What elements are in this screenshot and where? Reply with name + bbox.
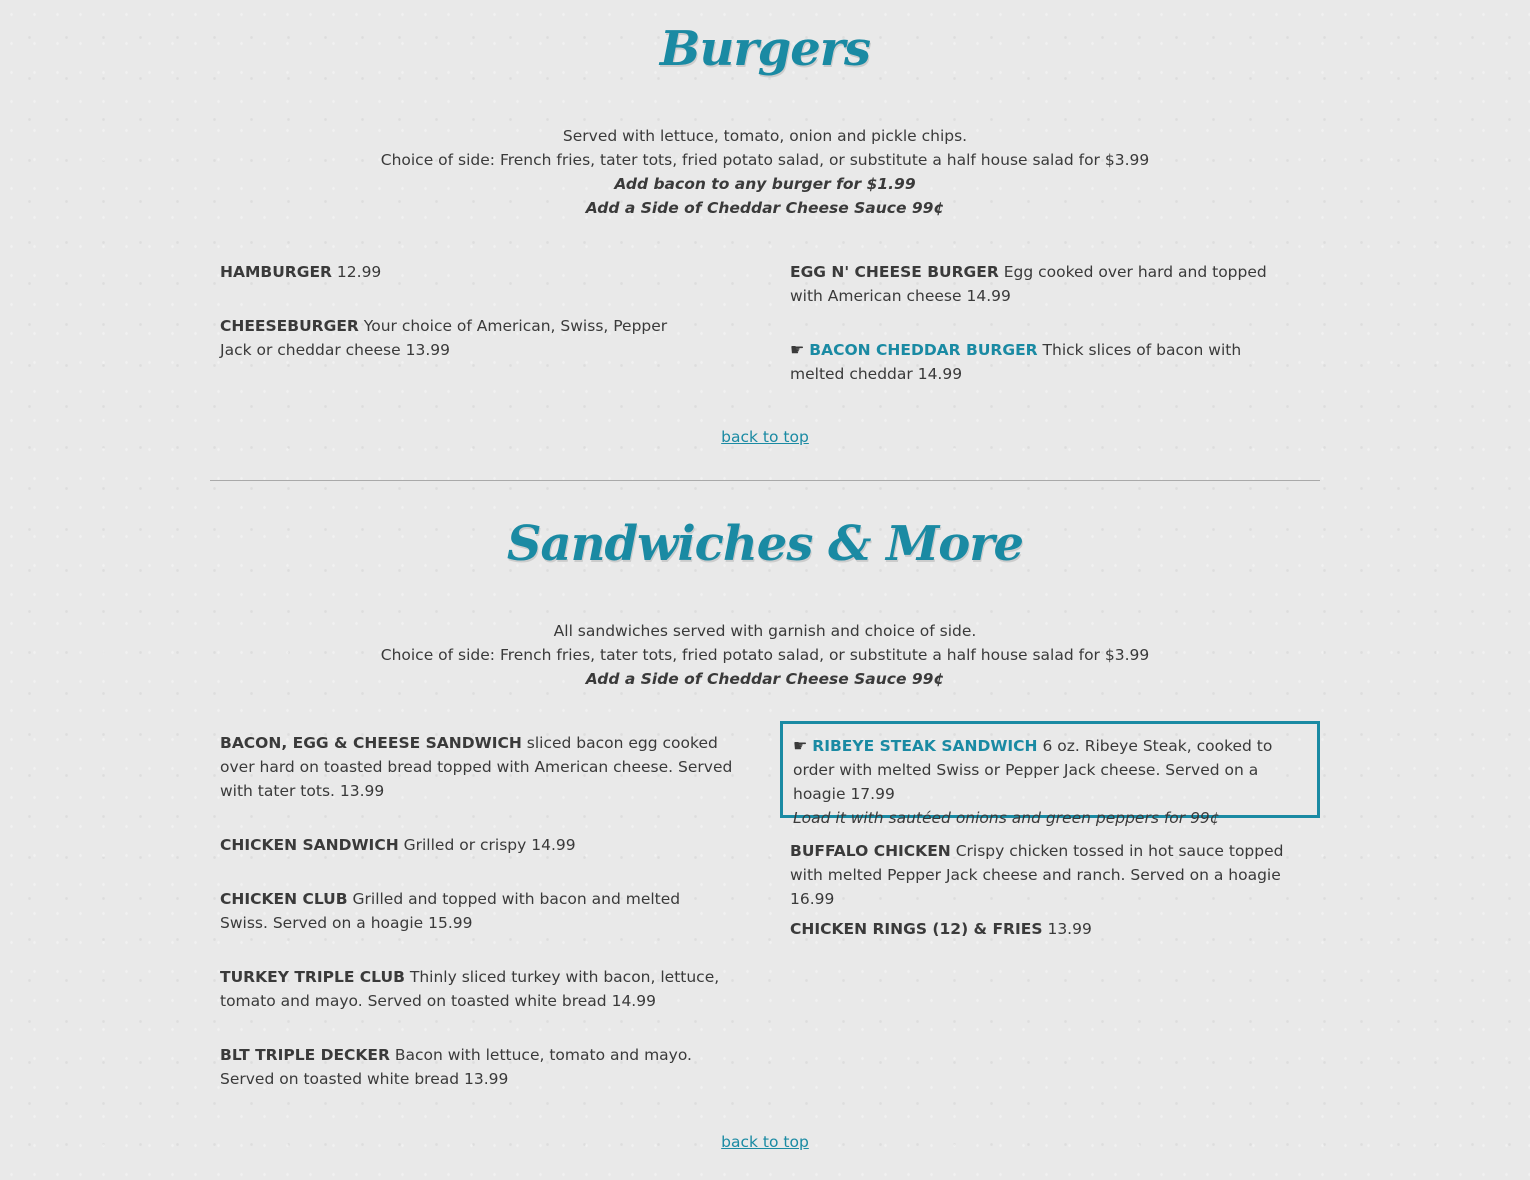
menu-item-description: Your choice of American, Swiss, Pepper Jack or cheddar cheese	[220, 317, 668, 359]
menu-item-ribeye-steak-sandwich	[780, 721, 1320, 827]
menu-item-price: 14.99	[966, 287, 1011, 305]
menu-item-description: Crispy chicken tossed in hot sauce topped with melted Pepper Jack cheese and ranch. Served on a hoagie	[790, 842, 1284, 884]
menu-item-price: 13.99	[339, 782, 385, 800]
menu-item-price: 13.99	[1047, 920, 1092, 938]
menu-item-chicken-sandwich	[220, 833, 740, 857]
menu-item-bacon-cheddar-burger	[790, 338, 1290, 386]
menu-item-name: BLT TRIPLE DECKER	[220, 1046, 390, 1064]
menu-item-hamburger	[220, 260, 740, 284]
menu-item-price: 17.99	[850, 785, 895, 803]
menu-item-name: BACON, EGG & CHEESE SANDWICH	[220, 734, 522, 752]
menu-item-cheeseburger	[220, 314, 700, 362]
menu-item-note: Load it with sautéed onions and green peppers for 99¢	[793, 809, 1220, 827]
pointing-hand-icon: ☛	[790, 340, 805, 359]
menu-item-chicken-club	[220, 887, 710, 935]
back-to-top-link[interactable]: back to top	[721, 428, 809, 446]
menu-item-name: RIBEYE STEAK SANDWICH	[812, 737, 1038, 755]
menu-item-price: 12.99	[336, 263, 382, 281]
sandwiches-intro-line: All sandwiches served with garnish and choice of side.	[553, 622, 977, 640]
menu-item-name: CHICKEN SANDWICH	[220, 836, 399, 854]
menu-item-price: 13.99	[405, 341, 450, 359]
menu-item-description: Grilled or crispy	[403, 836, 527, 854]
menu-item-name: CHICKEN CLUB	[220, 890, 348, 908]
menu-item-description: 6 oz. Ribeye Steak, cooked to order with melted Swiss or Pepper Jack cheese. Served on a hoagie	[793, 737, 1273, 803]
sandwiches-intro-emphasis: Add a Side of Cheddar Cheese Sauce 99¢	[585, 670, 945, 688]
burgers-intro-emphasis: Add a Side of Cheddar Cheese Sauce 99¢	[585, 199, 945, 217]
menu-item-name: HAMBURGER	[220, 263, 332, 281]
menu-item-description: Grilled and topped with bacon and melted Swiss. Served on a hoagie	[220, 890, 681, 932]
menu-item-name: CHICKEN RINGS (12) & FRIES	[790, 920, 1043, 938]
menu-item-price: 13.99	[464, 1070, 509, 1088]
burgers-intro-line: Choice of side: French fries, tater tots, fried potato salad, or substitute a half house salad for $3.99	[380, 151, 1150, 169]
menu-item-buffalo-chicken	[790, 839, 1290, 911]
menu-item-price: 14.99	[917, 365, 963, 383]
menu-item-name: CHEESEBURGER	[220, 317, 359, 335]
pointing-hand-icon: ☛	[793, 736, 808, 755]
menu-item-price: 14.99	[531, 836, 576, 854]
burgers-title: Burgers	[659, 21, 871, 77]
menu-item-chicken-rings-fries	[790, 917, 1310, 941]
menu-item-turkey-triple-club	[220, 965, 730, 1013]
menu-item-egg-n-cheese-burger	[790, 260, 1280, 308]
menu-item-blt-triple-decker	[220, 1043, 730, 1091]
burgers-intro-emphasis: Add bacon to any burger for $1.99	[614, 175, 916, 193]
menu-item-price: 16.99	[790, 890, 835, 908]
menu-item-name: BUFFALO CHICKEN	[790, 842, 951, 860]
menu-item-description: Bacon with lettuce, tomato and mayo. Served on toasted white bread	[220, 1046, 692, 1088]
sandwiches-intro-line: Choice of side: French fries, tater tots, fried potato salad, or substitute a half house salad for $3.99	[380, 646, 1150, 664]
burgers-intro	[210, 124, 1320, 220]
sandwiches-intro	[210, 619, 1320, 691]
menu-item-name: BACON CHEDDAR BURGER	[809, 341, 1038, 359]
menu-item-description: sliced bacon egg cooked over hard on toasted bread topped with American cheese. Served with tater tots.	[220, 734, 733, 800]
sandwiches-section	[210, 481, 1320, 1180]
menu-item-bacon-egg-cheese-sandwich	[220, 731, 740, 803]
menu-item-description: Thinly sliced turkey with bacon, lettuce, tomato and mayo. Served on toasted white bread	[220, 968, 720, 1010]
sandwiches-title: Sandwiches & More	[506, 516, 1024, 572]
menu-item-description: Egg cooked over hard and topped with American cheese	[790, 263, 1267, 305]
menu-item-name: TURKEY TRIPLE CLUB	[220, 968, 405, 986]
menu-item-name: EGG N' CHEESE BURGER	[790, 263, 999, 281]
back-to-top-link[interactable]: back to top	[721, 1133, 809, 1151]
menu-item-description: Thick slices of bacon with melted cheddar	[790, 341, 1242, 383]
burgers-intro-line: Served with lettuce, tomato, onion and pickle chips.	[562, 127, 968, 145]
menu-item-price: 15.99	[428, 914, 473, 932]
burgers-section	[210, 0, 1320, 480]
menu-item-price: 14.99	[611, 992, 656, 1010]
